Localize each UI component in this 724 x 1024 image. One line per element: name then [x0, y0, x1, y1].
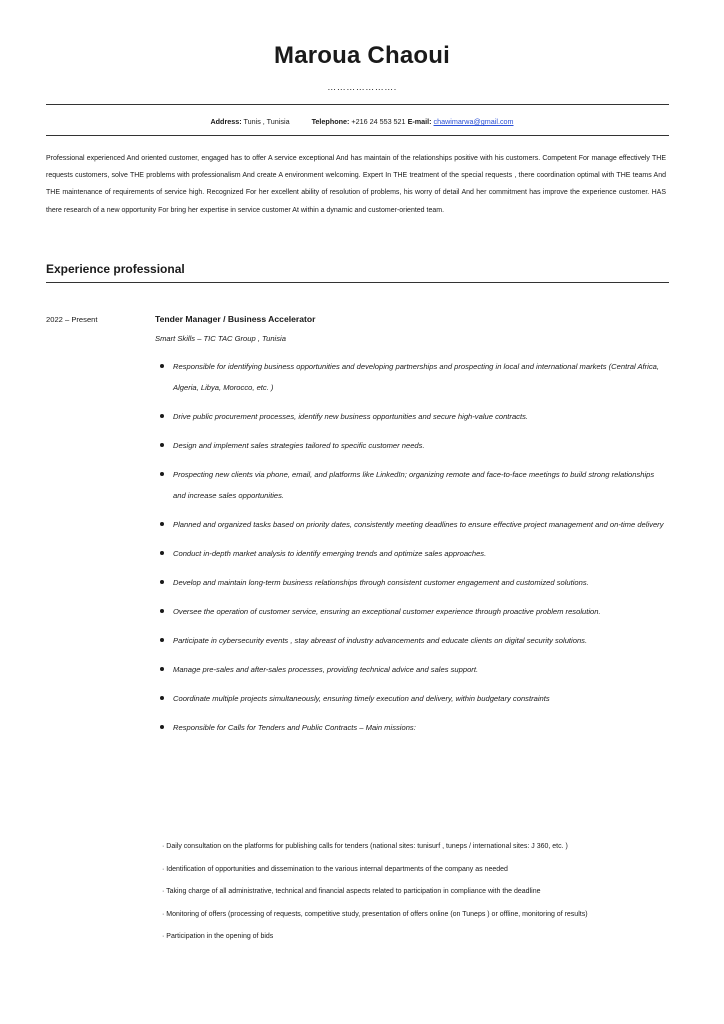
address-value: Tunis , Tunisia: [243, 117, 290, 126]
responsibility-item: Prospecting new clients via phone, email, and platforms like LinkedIn; organizing remote and face-to-face meetings to build strong relationships and increase sales opportunities.: [155, 464, 665, 506]
dotted-subtitle: ………………….: [327, 82, 397, 92]
contact-line: [0, 117, 724, 126]
profile-summary: Professional experienced And oriented customer, engaged has to offer A service exceptional And has maintain of the relationships positive with his customers. Competent For manage effectively THE requests customers, solve THE problems with professionalism And create A environment welcoming. Expert In THE treatment of the special requests , there coordination optimal with THE teams And THE maintenance of requirements of service high. Recognized For her excellent ability of resolution of problems, his worry of detail And her commitment has improve the experience customer. HAS there research of a new opportunity For bring her expertise in service customer At within a dynamic and customer-oriented team.: [46, 155, 666, 214]
responsibility-item: Responsible for identifying business opportunities and developing partnerships and prospecting in local and international markets (Central Africa, Algeria, Libya, Morocco, etc. ): [155, 356, 665, 398]
address-label: Address:: [210, 117, 242, 126]
responsibility-item: Develop and maintain long-term business relationships through consistent customer engagement and customized solutions.: [155, 572, 665, 593]
mission-item: · Participation in the opening of bids: [162, 933, 274, 940]
responsibility-item: Participate in cybersecurity events , stay abreast of industry advancements and educate clients on digital security solutions.: [155, 630, 665, 651]
email-link[interactable]: chawimarwa@gmail.com: [433, 117, 514, 126]
responsibility-item: Drive public procurement processes, identify new business opportunities and secure high-value contracts.: [155, 406, 665, 427]
experience-date: 2022 – Present: [46, 315, 98, 324]
section-title-experience: Experience professional: [46, 262, 185, 276]
job-title: Tender Manager / Business Accelerator: [155, 314, 316, 324]
responsibility-item: Conduct in-depth market analysis to identify emerging trends and optimize sales approaches.: [155, 543, 665, 564]
section-divider: [46, 282, 669, 283]
telephone-value: +216 24 553 521: [351, 117, 406, 126]
mission-item: · Monitoring of offers (processing of requests, competitive study, presentation of offers online (on Tuneps ) or offline, monitoring of results): [162, 910, 588, 918]
email-label: E-mail:: [407, 117, 432, 126]
responsibility-item: Coordinate multiple projects simultaneously, ensuring timely execution and delivery, within budgetary constraints: [155, 688, 665, 709]
company-name: Smart Skills – TIC TAC Group , Tunisia: [155, 334, 286, 343]
mission-item: · Taking charge of all administrative, technical and financial aspects related to participation in compliance with the deadline: [162, 888, 541, 895]
responsibility-item: Design and implement sales strategies tailored to specific customer needs.: [155, 435, 665, 456]
responsibility-item: Manage pre-sales and after-sales processes, providing technical advice and sales support.: [155, 659, 665, 680]
header-divider-top: [46, 104, 669, 105]
responsibility-item: Responsible for Calls for Tenders and Public Contracts – Main missions:: [155, 717, 665, 738]
responsibilities-list: [155, 356, 665, 746]
responsibility-item: Oversee the operation of customer service, ensuring an exceptional customer experience through proactive problem resolution.: [155, 601, 665, 622]
header-divider-bottom: [46, 135, 669, 136]
candidate-name: Maroua Chaoui: [274, 42, 450, 69]
mission-item: · Daily consultation on the platforms for publishing calls for tenders (national sites: tunisurf , tuneps / international sites: J 360, etc. ): [162, 843, 568, 850]
telephone-label: Telephone:: [311, 117, 350, 126]
mission-item: · Identification of opportunities and dissemination to the various internal departments of the company as needed: [162, 865, 508, 873]
responsibility-item: Planned and organized tasks based on priority dates, consistently meeting deadlines to ensure effective project management and on-time delivery: [155, 514, 665, 535]
missions-list: [162, 836, 662, 949]
